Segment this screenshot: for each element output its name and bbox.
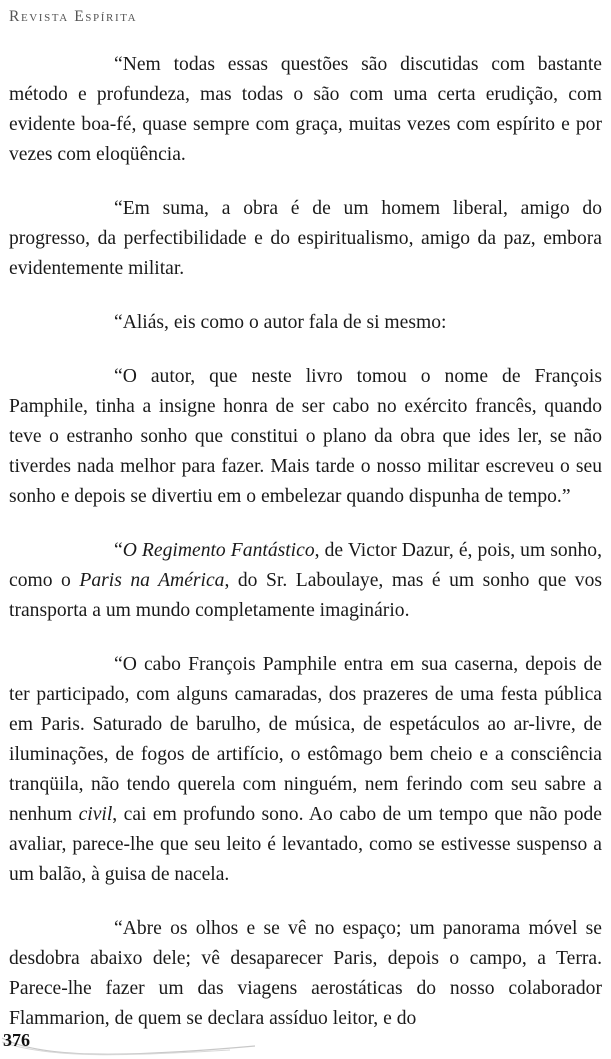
page-body xyxy=(9,50,602,1058)
text-segment: “ xyxy=(114,540,123,561)
text-segment: “Abre os olhos e se vê no espaço; um panorama móvel se desdobra abaixo dele; vê desaparecer Paris, depois o campo, a Terra. Parece-lhe fazer um das viagens aerostáticas do nosso colaborador Flammarion, de quem se declara assíduo leitor, e do xyxy=(9,918,602,1029)
emphasis-italic: civil xyxy=(78,804,113,825)
text-segment: , de Victor Dazur, é, pois, um sonho, como o xyxy=(9,540,603,591)
book-title-italic: O Regimento Fantástico xyxy=(122,540,315,561)
text-segment: “O autor, que neste livro tomou o nome de François Pamphile, tinha a insigne honra de ser cabo no exército francês, quando teve o estranho sonho que constitui o plano da obra que ides ler, se não tiverdes nada melhor para fazer. Mais tarde o nosso militar escreveu o seu sonho e depois se divertiu em o embelezar quando dispunha de tempo.” xyxy=(9,366,602,507)
paragraph xyxy=(9,194,602,284)
text-segment: “Aliás, eis como o autor fala de si mesmo: xyxy=(114,312,447,333)
paragraph xyxy=(9,914,602,1034)
text-segment: , cai em profundo sono. Ao cabo de um tempo que não pode avaliar, parece-lhe que seu leito é levantado, como se estivesse suspenso a um balão, à guisa de nacela. xyxy=(9,804,602,885)
text-segment: , do Sr. Laboulaye, mas é um sonho que vos transporta a um mundo completamente imaginário. xyxy=(9,570,603,621)
paragraph xyxy=(9,536,602,626)
paragraph xyxy=(9,50,602,170)
page-number: 376 xyxy=(3,1030,30,1050)
book-title-italic: Paris na América xyxy=(79,570,225,591)
paragraph xyxy=(9,650,602,890)
text-segment: “Nem todas essas questões são discutidas com bastante método e profundeza, mas todas o são com uma certa erudição, com evidente boa-fé, quase sempre com graça, muitas vezes com espírito e por vezes com eloqüência. xyxy=(9,54,602,165)
running-header: Revista Espírita xyxy=(9,8,138,25)
paragraph xyxy=(9,308,602,338)
text-segment: “Em suma, a obra é de um homem liberal, amigo do progresso, da perfectibilidade e do espiritualismo, amigo da paz, embora evidentemente militar. xyxy=(9,198,602,279)
paragraph xyxy=(9,362,602,512)
footer-swoosh-ornament xyxy=(0,1028,260,1059)
text-segment: “O cabo François Pamphile entra em sua caserna, depois de ter participado, com alguns camaradas, dos prazeres de uma festa pública em Paris. Saturado de barulho, de música, de espetáculos ao ar-livre, de iluminações, de fogos de artifício, o estômago bem cheio e a consciência tranqüila, não tendo querela com ninguém, nem ferindo com seu sabre a nenhum xyxy=(9,654,602,825)
